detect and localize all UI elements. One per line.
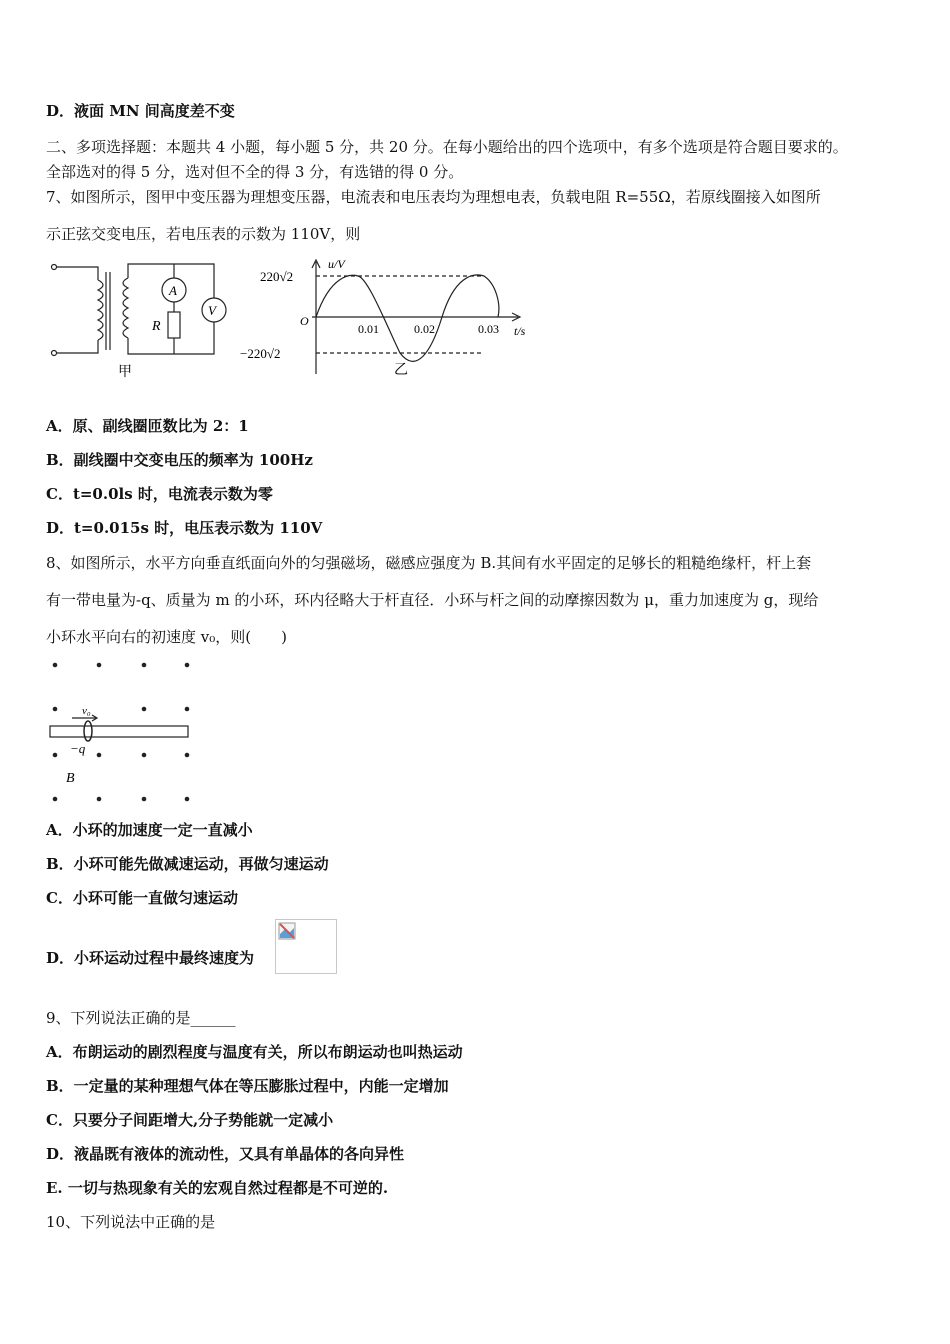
figure-caption-yi: 乙 [394, 363, 408, 378]
q8-option-d: D．小环运动过程中最终速度为 [46, 949, 255, 967]
y-min-label: −220√2 [240, 346, 281, 361]
tick-label-0.03: 0.03 [478, 322, 499, 336]
q9-option-b: B．一定量的某种理想气体在等压膨胀过程中，内能一定增加 [46, 1077, 449, 1095]
q7-option-a: A．原、副线圈匝数比为 2：1 [46, 417, 249, 435]
q6-option-d: D．液面 MN 间高度差不变 [46, 102, 235, 120]
q7-option-d: D．t=0.015s 时，电压表示数为 110V [46, 519, 323, 537]
q7-option-b: B．副线圈中交变电压的频率为 100Hz [46, 451, 313, 469]
x-axis-label: t/s [514, 324, 526, 338]
q10-stem: 10、下列说法中正确的是 [46, 1213, 216, 1231]
velocity-label: v₀ [82, 705, 91, 717]
q9-option-c: C．只要分子间距增大,分子势能就一定减小 [46, 1111, 334, 1129]
q7-stem-2: 示正弦交变电压，若电压表的示数为 110V，则 [46, 225, 361, 243]
y-max-label: 220√2 [260, 269, 294, 284]
y-axis-label: u/V [328, 257, 345, 271]
q8-option-c: C．小环可能一直做匀速运动 [46, 889, 238, 907]
tick-label-0.02: 0.02 [414, 322, 435, 336]
insulating-rod [50, 726, 188, 737]
field-label: B [66, 771, 75, 786]
q8-stem-1: 8、如图所示，水平方向垂直纸面向外的匀强磁场，磁感应强度为 B.其间有水平固定的足够长的粗糙绝缘杆，杆上套 [46, 554, 812, 572]
figure-caption-jia: 甲 [118, 365, 132, 380]
voltmeter-label: V [208, 303, 216, 318]
q9-option-e: E. 一切与热现象有关的宏观自然过程都是不可逆的. [46, 1179, 389, 1197]
tick-label-0.01: 0.01 [358, 322, 379, 336]
sine-wave [316, 275, 499, 361]
resistor-label: R [152, 319, 161, 334]
section-heading: 二、多项选择题：本题共 4 小题，每小题 5 分，共 20 分。在每小题给出的四个选项中，有多个选项是符合题目要求的。 [46, 138, 848, 156]
q9-stem: 9、下列说法正确的是______ [46, 1009, 236, 1027]
q8-option-b: B．小环可能先做减速运动，再做匀速运动 [46, 855, 329, 873]
q7-stem-1: 7、如图所示，图甲中变压器为理想变压器，电流表和电压表均为理想电表，负载电阻 R=55Ω，若原线圈接入如图所 [46, 188, 821, 206]
q9-option-d: D．液晶既有液体的流动性，又具有单晶体的各向异性 [46, 1145, 405, 1163]
figure-magnetic-field [46, 655, 196, 807]
charge-label: −q [70, 741, 86, 756]
q8-stem-2: 有一带电量为-q、质量为 m 的小环，环内径略大于杆直径．小环与杆之间的动摩擦因数为 μ，重力加速度为 g，现给 [46, 591, 819, 609]
section-scoring: 全部选对的得 5 分，选对但不全的得 3 分，有选错的得 0 分。 [46, 163, 464, 181]
q8-stem-3: 小环水平向右的初速度 v₀，则( ) [46, 628, 287, 646]
q8-option-a: A．小环的加速度一定一直减小 [46, 821, 253, 839]
figure-transformer [46, 258, 236, 380]
broken-image-icon [278, 922, 296, 940]
ammeter-label: A [169, 283, 177, 298]
broken-image-placeholder [275, 919, 337, 974]
figure-voltage-graph [236, 254, 536, 382]
q9-option-a: A．布朗运动的剧烈程度与温度有关，所以布朗运动也叫热运动 [46, 1043, 463, 1061]
q7-option-c: C．t=0.0ls 时，电流表示数为零 [46, 485, 273, 503]
origin-label: O [300, 314, 309, 328]
